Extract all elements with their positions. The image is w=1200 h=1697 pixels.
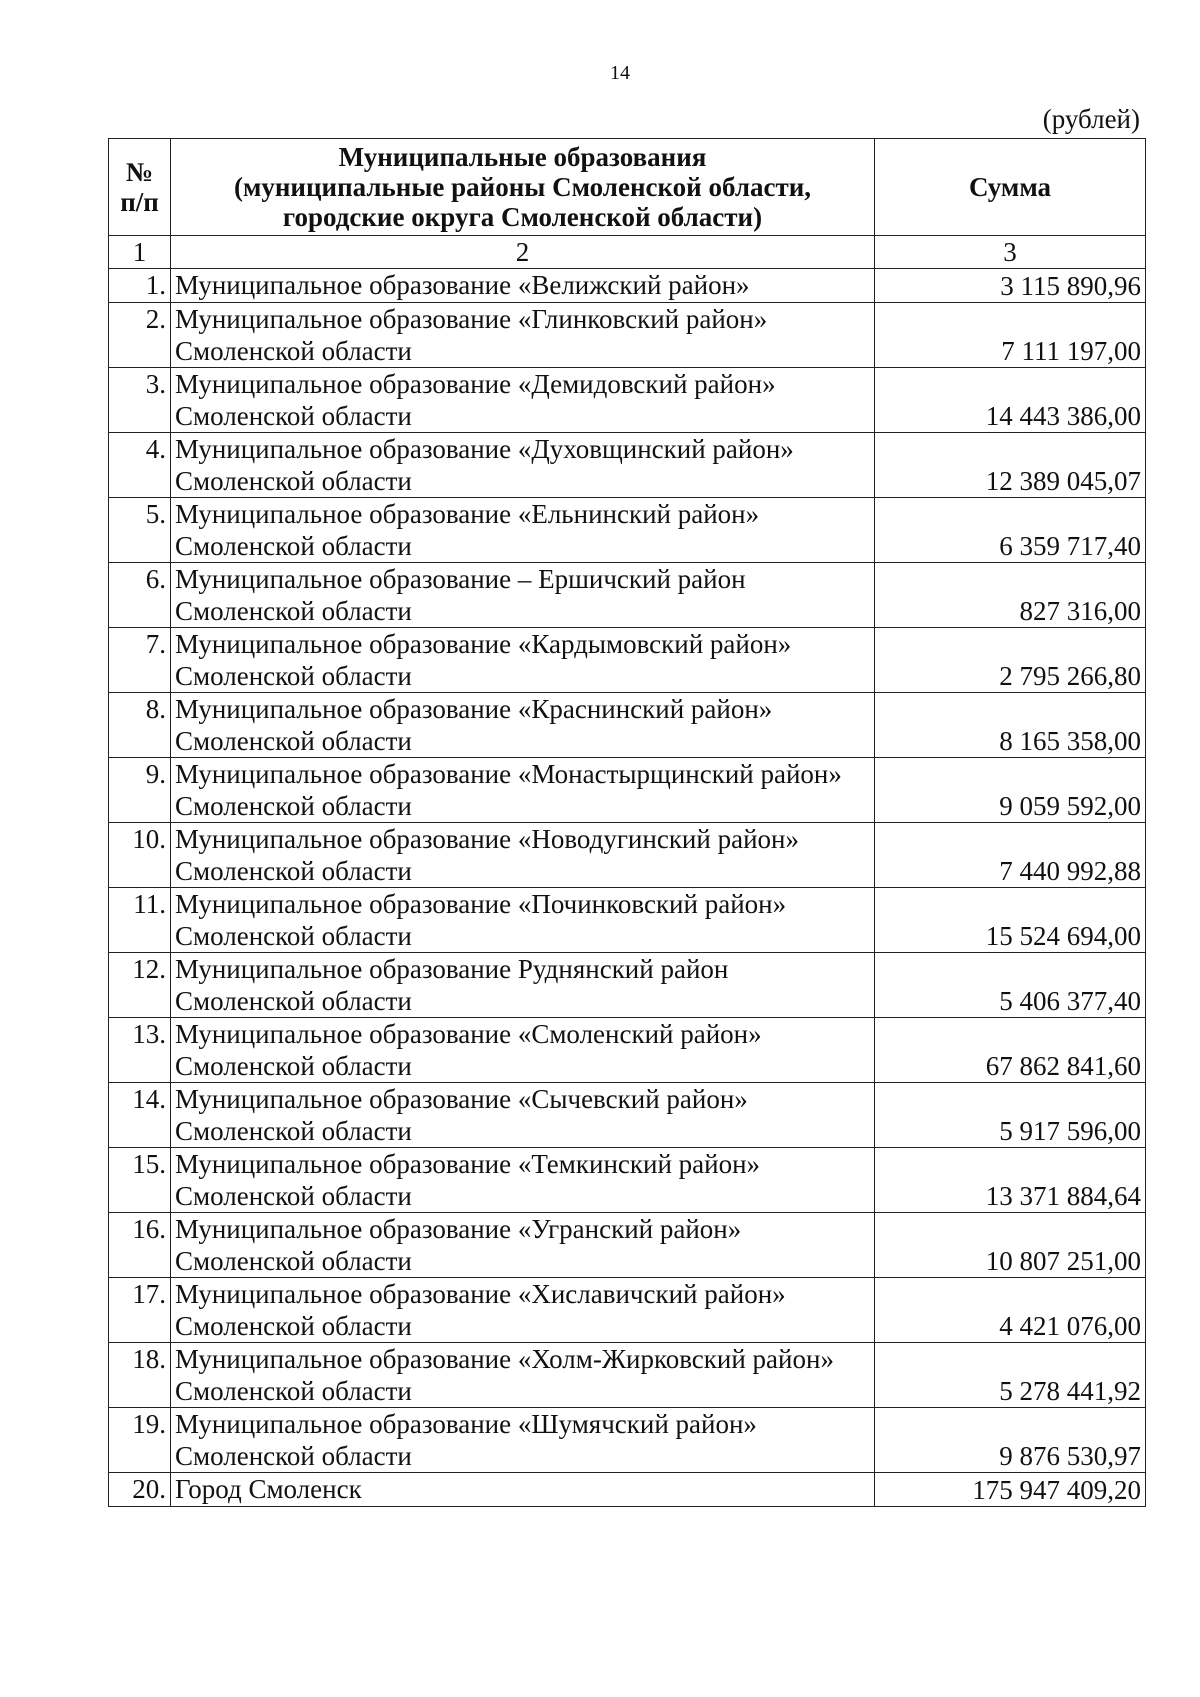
municipality-region: Смоленской области	[175, 791, 412, 821]
sum-value: 3 115 890,96	[875, 269, 1146, 303]
sum-value: 4 421 076,00	[875, 1278, 1146, 1343]
table-body	[109, 269, 1146, 1507]
row-number: 8.	[109, 693, 171, 758]
sum-value: 827 316,00	[875, 563, 1146, 628]
page-number: 14	[610, 62, 630, 84]
table-row	[109, 1083, 1146, 1148]
row-number: 13.	[109, 1018, 171, 1083]
row-number: 7.	[109, 628, 171, 693]
municipality-region: Смоленской области	[175, 401, 412, 431]
municipality-region: Смоленской области	[175, 1376, 412, 1406]
municipality-name-cell	[171, 823, 875, 888]
municipality-region: Смоленской области	[175, 1116, 412, 1146]
municipality-name: Муниципальное образование «Темкинский район»	[175, 1149, 761, 1179]
sum-value: 7 111 197,00	[875, 303, 1146, 368]
municipality-region: Смоленской области	[175, 661, 412, 691]
municipality-name-cell	[171, 433, 875, 498]
municipality-name: Муниципальное образование «Духовщинский район»	[175, 434, 794, 464]
row-number: 6.	[109, 563, 171, 628]
table-row	[109, 1018, 1146, 1083]
sum-value: 2 795 266,80	[875, 628, 1146, 693]
municipality-name-cell	[171, 758, 875, 823]
municipality-region: Смоленской области	[175, 1181, 412, 1211]
municipality-name-cell	[171, 1278, 875, 1343]
row-number: 16.	[109, 1213, 171, 1278]
sum-value: 6 359 717,40	[875, 498, 1146, 563]
units-label: (рублей)	[1042, 104, 1140, 134]
municipality-name-cell	[171, 1473, 875, 1507]
municipality-name-cell	[171, 498, 875, 563]
municipality-name: Муниципальное образование «Велижский район»	[175, 270, 750, 300]
municipality-name: Муниципальное образование «Угранский район»	[175, 1214, 742, 1244]
row-number: 9.	[109, 758, 171, 823]
table-row	[109, 953, 1146, 1018]
municipality-name: Муниципальное образование «Хиславичский район»	[175, 1279, 786, 1309]
municipality-name-cell	[171, 693, 875, 758]
municipality-name: Муниципальное образование «Сычевский район»	[175, 1084, 748, 1114]
sum-value: 5 917 596,00	[875, 1083, 1146, 1148]
municipality-name: Муниципальное образование «Смоленский район»	[175, 1019, 762, 1049]
sum-value: 9 876 530,97	[875, 1408, 1146, 1473]
municipality-region: Смоленской области	[175, 596, 412, 626]
table-row	[109, 693, 1146, 758]
municipality-region: Смоленской области	[175, 1051, 412, 1081]
municipality-name: Муниципальное образование – Ершичский район	[175, 564, 746, 594]
table-row	[109, 563, 1146, 628]
header-row	[109, 139, 1146, 236]
municipality-region: Смоленской области	[175, 1246, 412, 1276]
municipality-name: Муниципальное образование «Шумячский район»	[175, 1409, 757, 1439]
municipality-region: Смоленской области	[175, 986, 412, 1016]
municipality-region: Смоленской области	[175, 921, 412, 951]
municipality-name-cell	[171, 1083, 875, 1148]
municipality-name-cell	[171, 953, 875, 1018]
sum-value: 12 389 045,07	[875, 433, 1146, 498]
sum-value: 15 524 694,00	[875, 888, 1146, 953]
table-row	[109, 1343, 1146, 1408]
municipality-region: Смоленской области	[175, 1441, 412, 1471]
municipality-name: Муниципальное образование «Краснинский район»	[175, 694, 773, 724]
municipality-name: Муниципальное образование «Новодугинский район»	[175, 824, 799, 854]
municipality-name: Муниципальное образование «Демидовский район»	[175, 369, 776, 399]
municipality-name-cell	[171, 563, 875, 628]
sum-value: 9 059 592,00	[875, 758, 1146, 823]
column-number-1: 1	[109, 236, 171, 269]
municipality-name-cell	[171, 368, 875, 433]
column-number-row	[109, 236, 1146, 269]
table-row	[109, 1148, 1146, 1213]
row-number: 18.	[109, 1343, 171, 1408]
table-row	[109, 303, 1146, 368]
header-municipality-line1: Муниципальные образования	[338, 142, 707, 172]
municipality-name: Муниципальное образование «Кардымовский район»	[175, 629, 792, 659]
row-number: 15.	[109, 1148, 171, 1213]
header-municipality-line3: городские округа Смоленской области)	[282, 202, 763, 232]
table-row	[109, 823, 1146, 888]
municipality-name-cell	[171, 1148, 875, 1213]
municipality-region: Смоленской области	[175, 531, 412, 561]
sum-value: 5 278 441,92	[875, 1343, 1146, 1408]
municipality-region: Смоленской области	[175, 466, 412, 496]
header-sum: Сумма	[875, 139, 1146, 236]
municipality-name-cell	[171, 1408, 875, 1473]
sum-value: 67 862 841,60	[875, 1018, 1146, 1083]
header-municipality	[171, 139, 875, 236]
row-number: 3.	[109, 368, 171, 433]
municipality-name: Муниципальное образование «Глинковский район»	[175, 304, 768, 334]
municipality-name-cell	[171, 1343, 875, 1408]
municipality-name: Муниципальное образование «Ельнинский район»	[175, 499, 760, 529]
table-row	[109, 269, 1146, 303]
municipality-name: Город Смоленск	[175, 1474, 362, 1504]
row-number: 19.	[109, 1408, 171, 1473]
table-row	[109, 1408, 1146, 1473]
municipality-region: Смоленской области	[175, 1311, 412, 1341]
municipality-name-cell	[171, 888, 875, 953]
row-number: 17.	[109, 1278, 171, 1343]
table-row	[109, 433, 1146, 498]
column-number-2: 2	[171, 236, 875, 269]
sum-value: 5 406 377,40	[875, 953, 1146, 1018]
row-number: 11.	[109, 888, 171, 953]
table-row	[109, 368, 1146, 433]
table-row	[109, 1213, 1146, 1278]
sum-value: 175 947 409,20	[875, 1473, 1146, 1507]
municipality-name: Муниципальное образование «Монастырщинский район»	[175, 759, 842, 789]
municipality-name-cell	[171, 303, 875, 368]
column-number-3: 3	[875, 236, 1146, 269]
municipality-name-cell	[171, 1018, 875, 1083]
municipality-region: Смоленской области	[175, 856, 412, 886]
municipality-name-cell	[171, 269, 875, 303]
municipality-name: Муниципальное образование «Починковский район»	[175, 889, 787, 919]
municipality-name: Муниципальное образование Руднянский район	[175, 954, 729, 984]
row-number: 1.	[109, 269, 171, 303]
row-number: 20.	[109, 1473, 171, 1507]
table-row	[109, 888, 1146, 953]
row-number: 5.	[109, 498, 171, 563]
table-row	[109, 758, 1146, 823]
municipality-region: Смоленской области	[175, 726, 412, 756]
row-number: 12.	[109, 953, 171, 1018]
table-row	[109, 628, 1146, 693]
sum-value: 14 443 386,00	[875, 368, 1146, 433]
header-number: № п/п	[109, 139, 171, 236]
table-row	[109, 498, 1146, 563]
allocation-table	[108, 138, 1146, 1507]
sum-value: 10 807 251,00	[875, 1213, 1146, 1278]
row-number: 4.	[109, 433, 171, 498]
table-row	[109, 1473, 1146, 1507]
municipality-name-cell	[171, 628, 875, 693]
sum-value: 13 371 884,64	[875, 1148, 1146, 1213]
header-municipality-line2: (муниципальные районы Смоленской области,	[233, 172, 812, 202]
municipality-region: Смоленской области	[175, 336, 412, 366]
table-row	[109, 1278, 1146, 1343]
sum-value: 7 440 992,88	[875, 823, 1146, 888]
municipality-name-cell	[171, 1213, 875, 1278]
row-number: 2.	[109, 303, 171, 368]
municipality-name: Муниципальное образование «Холм-Жирковский район»	[175, 1344, 834, 1374]
sum-value: 8 165 358,00	[875, 693, 1146, 758]
row-number: 10.	[109, 823, 171, 888]
row-number: 14.	[109, 1083, 171, 1148]
